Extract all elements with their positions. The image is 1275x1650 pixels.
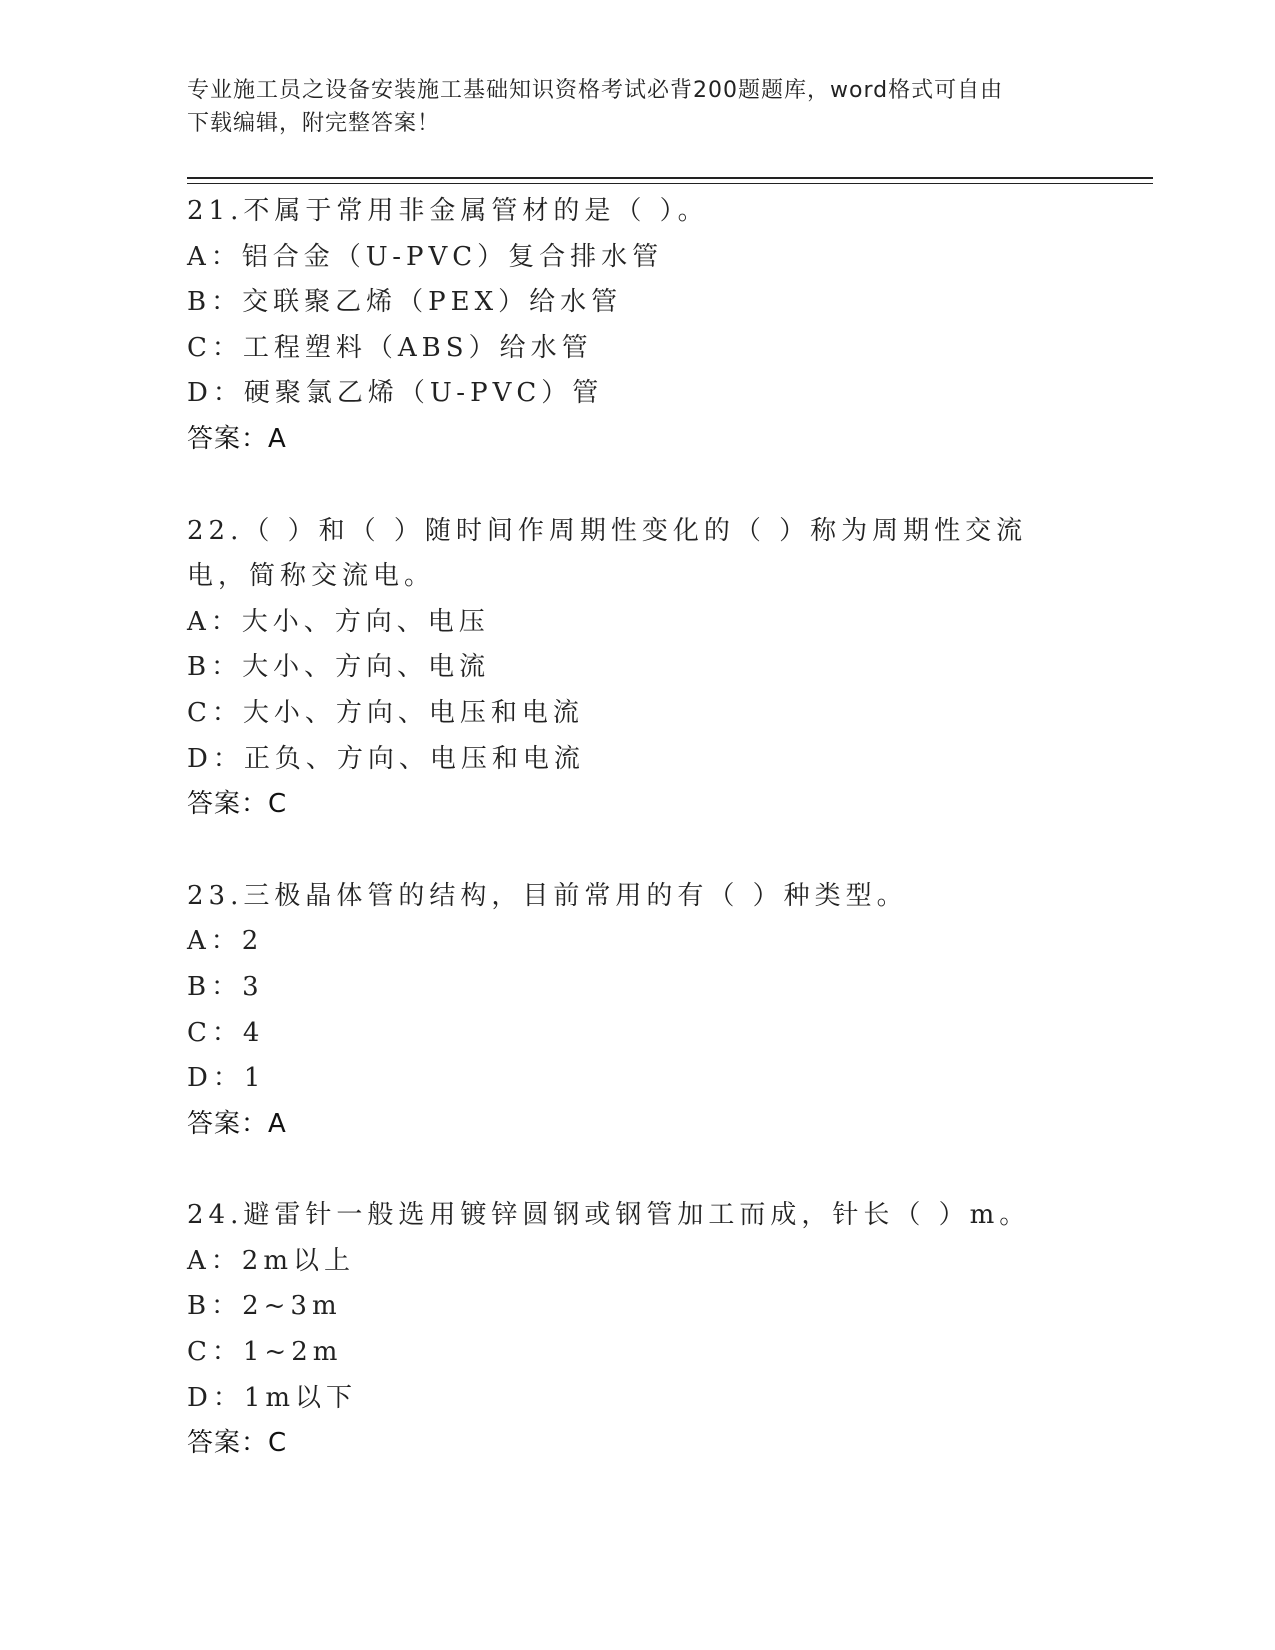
option-b: B：大小、方向、电流 — [187, 652, 491, 683]
answer-line: 答案：C — [187, 789, 288, 820]
option-a: A：大小、方向、电压 — [187, 606, 490, 637]
question-23 — [187, 874, 1087, 1148]
question-21 — [187, 189, 1087, 463]
option-c: C：工程塑料（ABS）给水管 — [187, 332, 593, 363]
question-24 — [187, 1193, 1087, 1467]
option-c: C：大小、方向、电压和电流 — [187, 697, 584, 728]
answer-line: 答案：C — [187, 1428, 288, 1459]
document-header — [187, 74, 1067, 140]
question-stem: 22.（ ）和（ ）随时间作周期性变化的（ ）称为周期性交流电，简称交流电。 — [187, 515, 1028, 592]
question-stem: 23.三极晶体管的结构，目前常用的有（ ）种类型。 — [187, 880, 908, 911]
option-c: C：4 — [187, 1017, 265, 1048]
option-a: A：2 — [187, 926, 264, 957]
option-a: A：2m以上 — [187, 1245, 355, 1276]
header-divider-thick — [187, 177, 1153, 179]
question-22 — [187, 509, 1087, 828]
option-b: B：3 — [187, 971, 264, 1002]
option-d: D：1 — [187, 1063, 266, 1094]
option-d: D：正负、方向、电压和电流 — [187, 743, 585, 774]
question-stem: 21.不属于常用非金属管材的是（ ）。 — [187, 196, 709, 226]
option-c: C：1~2m — [187, 1337, 343, 1368]
answer-line: 答案：A — [187, 1108, 287, 1139]
option-b: B：2~3m — [187, 1291, 342, 1322]
option-b: B：交联聚乙烯（PEX）给水管 — [187, 287, 623, 318]
option-a: A：铝合金（U-PVC）复合排水管 — [187, 241, 664, 272]
question-list — [187, 189, 1087, 1513]
option-d: D：1m以下 — [187, 1382, 358, 1413]
header-title-line-2: 下载编辑，附完整答案！ — [187, 111, 441, 136]
question-stem: 24.避雷针一般选用镀锌圆钢或钢管加工而成，针长（ ）m。 — [187, 1200, 1031, 1231]
option-d: D：硬聚氯乙烯（U-PVC）管 — [187, 378, 604, 409]
header-divider-thin — [187, 183, 1153, 184]
header-title-line-1: 专业施工员之设备安装施工基础知识资格考试必背200题题库，word格式可自由 — [187, 78, 1004, 103]
answer-line: 答案：A — [187, 423, 287, 454]
